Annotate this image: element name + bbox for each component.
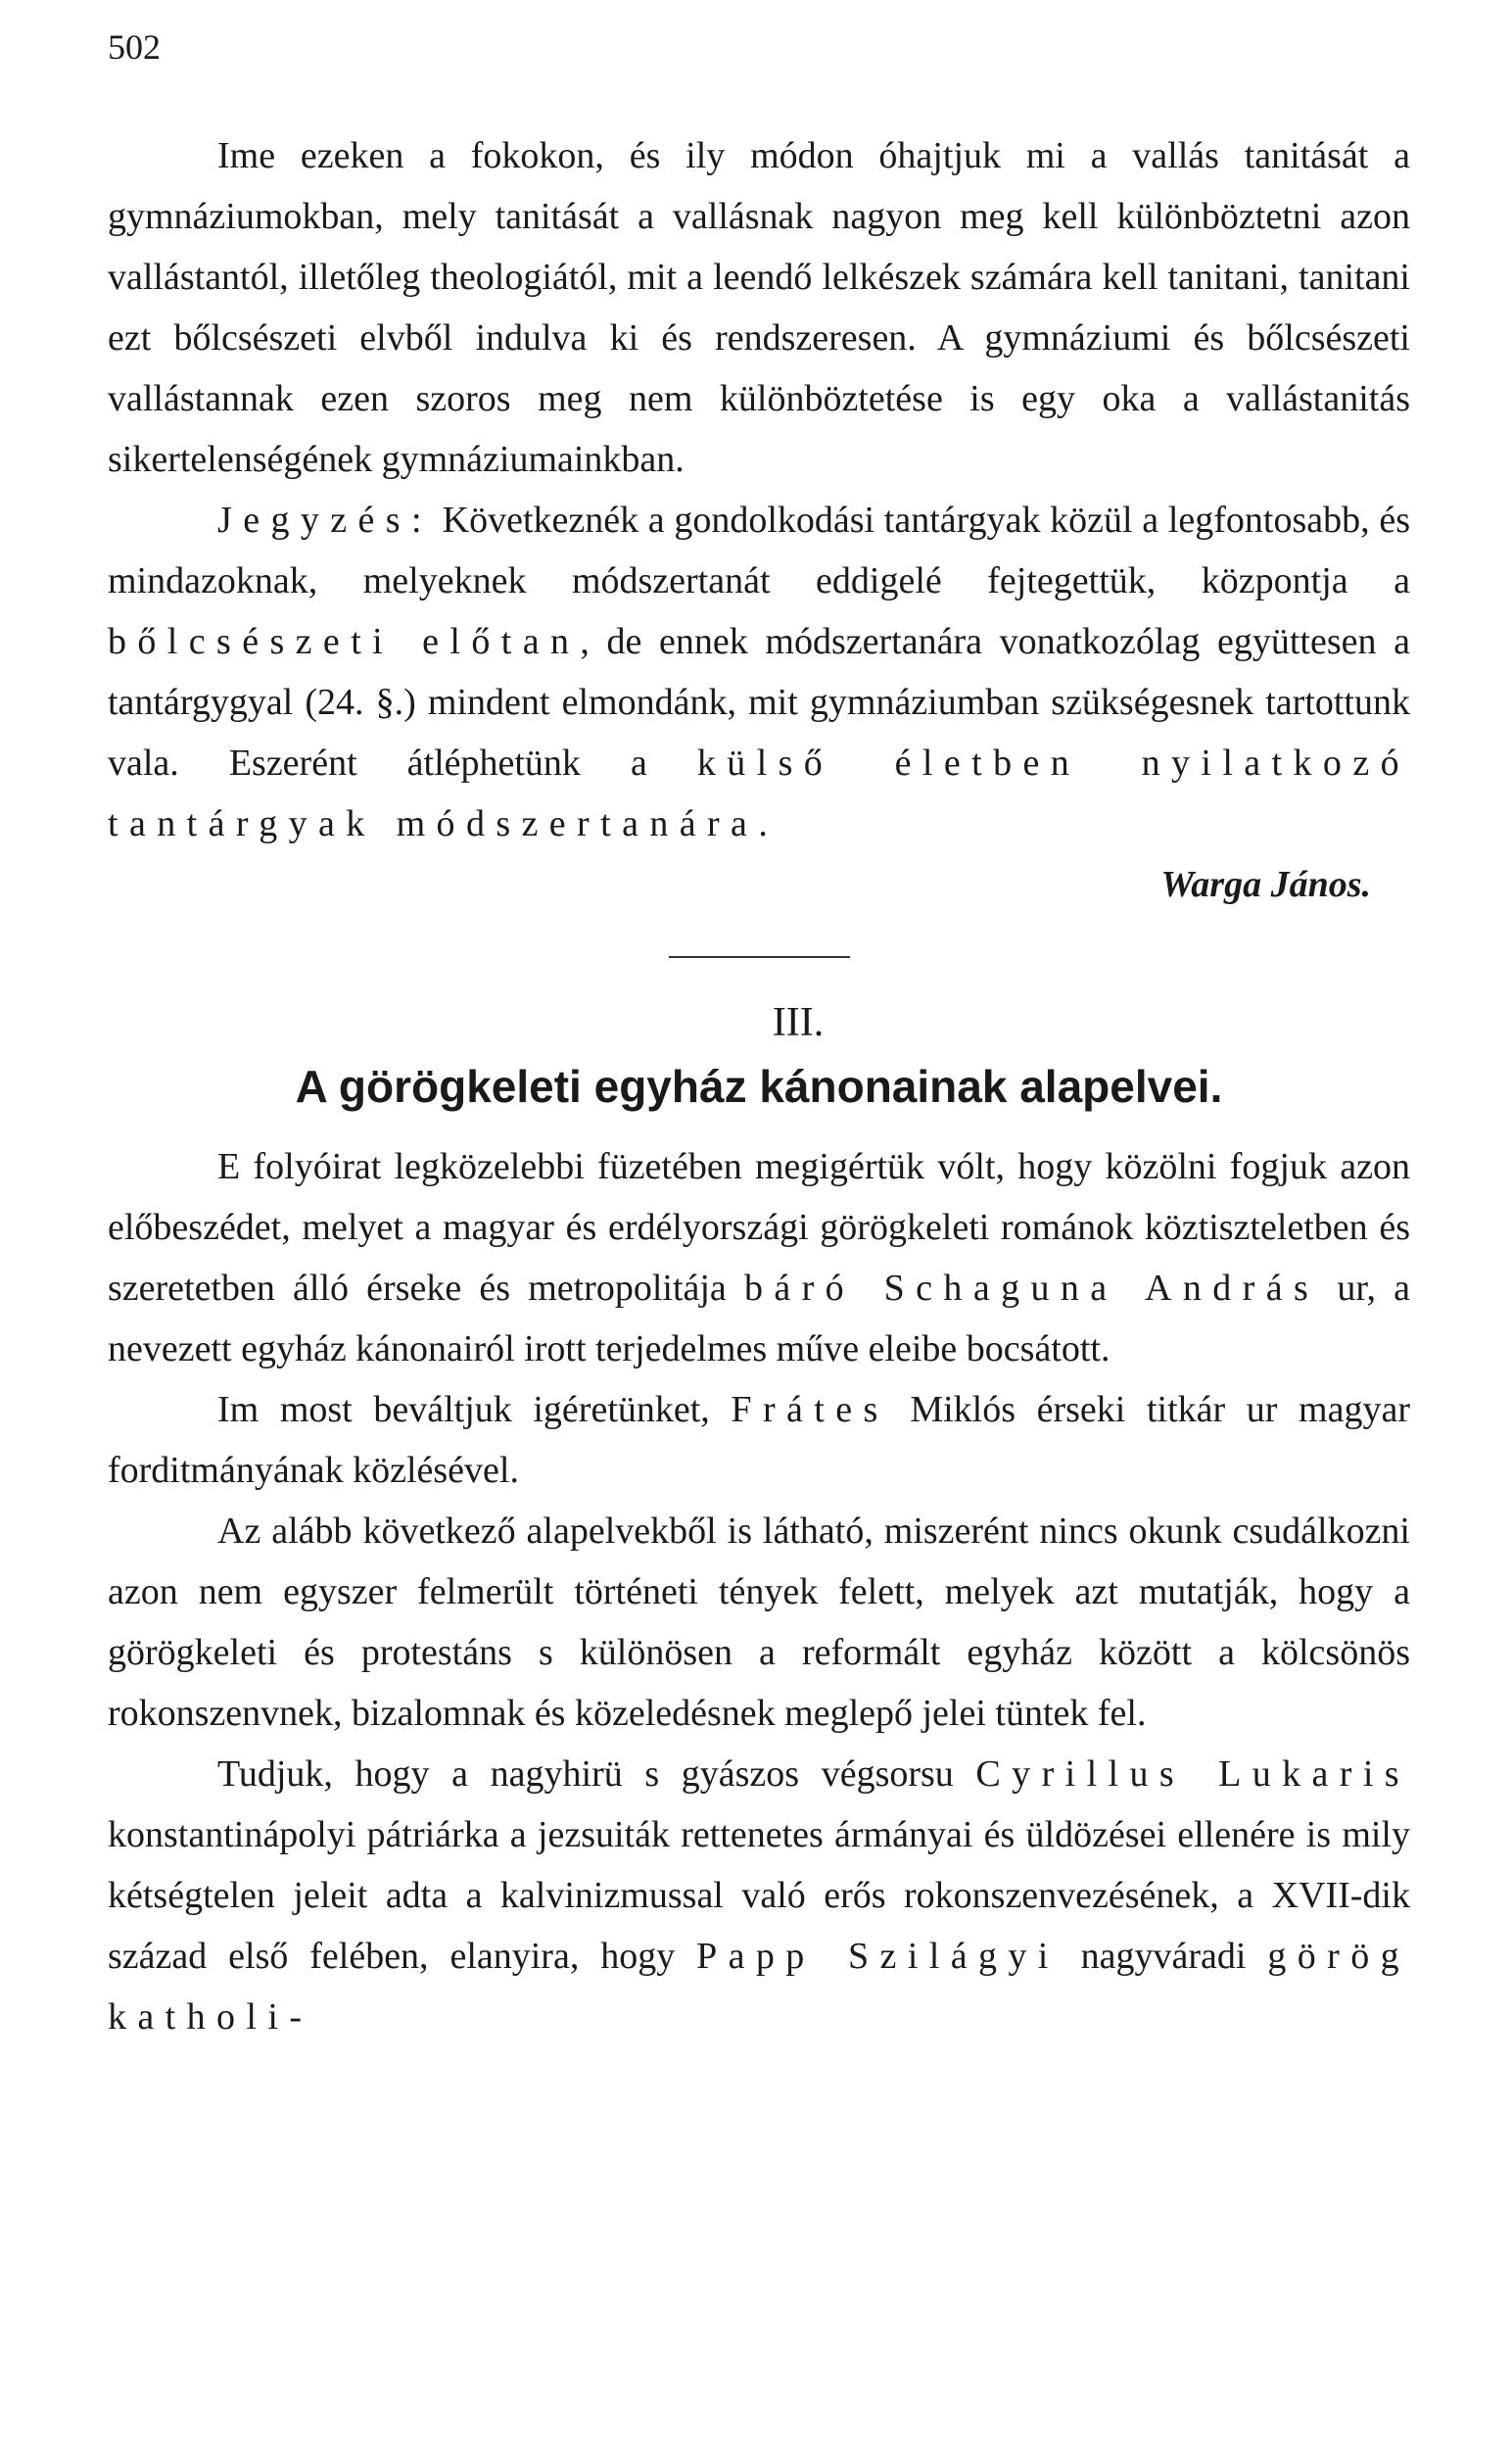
para1-text-a: E folyóirat legközelebbi füzetében megigértük vólt, hogy közölni fogjuk azon előbeszédet, melyet a magyar és erdélyországi görögkeleti románok köztiszteletben és szeretetben álló érseke és metropolitája — [108, 1146, 1410, 1309]
paragraph-note — [108, 490, 1410, 854]
note-spaced-philosophy: bőlcsészeti előtan — [108, 621, 581, 662]
paragraph-intro — [108, 1136, 1410, 1379]
document-page — [108, 29, 1410, 2047]
para4-spaced-lukaris: Cyrillus Lukaris — [975, 1753, 1410, 1795]
note-text-1: Következnék a gondolkodási tantárgyak közül a legfontosabb, és mindazoknak, melyeknek módszertanát eddigelé fejtegettük, központja a — [108, 500, 1410, 601]
para4-text-a: Tudjuk, hogy a nagyhirü s gyászos végsorsu — [217, 1753, 976, 1795]
note-spaced-subjects: külső életben nyilatkozó tantárgyak módszertanára — [108, 743, 1410, 844]
section-divider — [669, 956, 850, 958]
note-text-2: , de ennek módszertanára vonatkozólag együttesen a tantárgygyal (24. §.) mindent elmondánk, mit gymnáziumban szükségesnek tartottunk vala. Eszerént átléphetünk a — [108, 621, 1410, 784]
note-label: Jegyzés: — [217, 500, 433, 541]
para4-text-b: konstantinápolyi pátriárka a jezsuiták rettenetes ármányai és üldözései ellenére is mily kétségtelen jeleit adta a kalvinizmussal való erős rokonszenvezésének, a XVII-dik század első felében, elanyira, hogy — [108, 1814, 1410, 1977]
para1-spaced-name: báró Schaguna András — [743, 1268, 1320, 1309]
para2-text-b: Miklós érseki titkár ur magyar forditmányának közlésével. — [108, 1389, 1411, 1491]
para4-spaced-szilagyi: Papp Szilágyi — [696, 1936, 1060, 1977]
paragraph-lukaris — [108, 1744, 1410, 2047]
para4-spaced-catholic: görög katholi- — [108, 1936, 1410, 2038]
para2-text-a: Im most beváltjuk igéretünket, — [217, 1389, 732, 1430]
section-number: III. — [772, 1000, 825, 1045]
para4-text-c: nagyváradi — [1059, 1936, 1268, 1977]
paragraph-principles: Az alább következő alapelvekből is látható, miszerént nincs okunk csudálkozni azon nem egyszer felmerült történeti tények felett, melyek azt mutatják, hogy a görögkeleti és protestáns s különösen a reformált egyház között a kölcsönös rokonszenvnek, bizalomnak és közeledésnek meglepő jelei tüntek fel. — [108, 1511, 1410, 1734]
paragraph-translation — [108, 1379, 1410, 1501]
page-number: 502 — [108, 27, 161, 67]
author-signature: Warga János. — [1160, 864, 1371, 905]
para1-text-b: ur, a nevezett egyház kánonairól irott terjedelmes műve eleibe bocsátott. — [108, 1268, 1410, 1369]
section-title: A görögkeleti egyház kánonainak alapelvei. — [295, 1061, 1223, 1112]
paragraph-religion-teaching: Ime ezeken a fokokon, és ily módon óhajtjuk mi a vallás tanitását a gymnáziumokban, mely tanitását a vallásnak nagyon meg kell különböztetni azon vallástantól, illetőleg theologiától, mit a leendő lelkészek számára kell tanitani, tanitani ezt bőlcsészeti elvből indulva ki és rendszeresen. A gymnáziumi és bőlcsészeti vallástannak ezen szoros meg nem különböztetése is egy oka a vallástanitás sikertelenségének gymnáziumainkban. — [108, 135, 1410, 480]
note-text-3: . — [758, 803, 768, 844]
para2-spaced-name: Frátes — [731, 1389, 889, 1430]
